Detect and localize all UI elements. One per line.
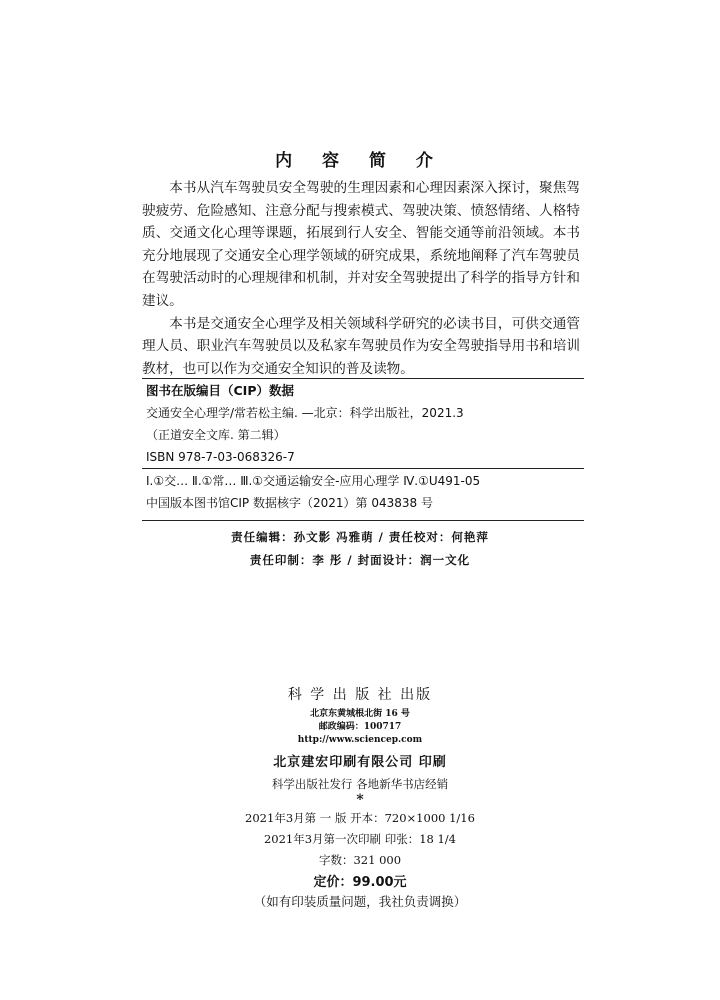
summary-paragraph-2: 本书是交通安全心理学及相关领域科学研究的必读书目，可供交通管理人员、职业汽车驾驶员以及私家车驾驶员作为安全驾驶指导用书和培训教材，也可以作为交通安全知识的普及读物。 [142,315,580,377]
cip-heading: 图书在版编目（CIP）数据 [146,383,294,398]
cip-mid-divider [142,468,584,469]
printer-name: 北京建宏印刷有限公司 印刷 [273,755,447,770]
word-count: 字数：321 000 [318,853,402,867]
quality-notice: （如有印装质量问题，我社负责调换） [253,894,467,909]
cip-top-divider [142,378,584,379]
cip-series-line: （正道安全文库. 第二辑） [146,428,286,442]
credits-line-1: 责任编辑：孙文影 冯雅萌 / 责任校对：何艳萍 [231,530,489,544]
credits-line-2: 责任印制：李 彤 / 封面设计：润一文化 [249,553,471,567]
cip-classification: Ⅰ.①交… Ⅱ.①常… Ⅲ.①交通运输安全-应用心理学 Ⅳ.①U491-05 [146,474,481,488]
page-title: 内 容 简 介 [275,151,445,171]
printing-line: 2021年3月第一次印刷 印张：18 1/4 [263,832,457,846]
price: 定价：99.00元 [313,875,407,890]
separator-star: * [356,792,364,808]
publication-info [0,684,720,910]
cip-record-number: 中国版本图书馆CIP 数据核字（2021）第 043838 号 [146,496,433,510]
cip-title-line: 交通安全心理学/常若松主编. —北京：科学出版社，2021.3 [146,406,464,420]
edition-line: 2021年3月第 一 版 开本：720×1000 1/16 [245,811,475,825]
editorial-credits [0,526,720,572]
cip-classification-block [146,470,584,514]
publisher-postcode: 邮政编码：100717 [318,722,402,732]
publisher-address: 北京东黄城根北街 16 号 [310,709,410,719]
publisher-name: 科 学 出 版 社 出版 [287,687,433,703]
summary-paragraph-1: 本书从汽车驾驶员安全驾驶的生理因素和心理因素深入探讨，聚焦驾驶疲劳、危险感知、注意分配与搜索模式、驾驶决策、愤怒情绪、人格特质、交通文化心理等课题，拓展到行人安全、智能交通等前沿领域。本书充分地展现了交通安全心理学领域的研究成果，系统地阐释了汽车驾驶员在驾驶活动时的心理规律和机制，并对安全驾驶提出了科学的指导方针和建议。 [142,180,580,309]
cip-isbn: ISBN 978-7-03-068326-7 [146,450,295,464]
distribution-line: 科学出版社发行 各地新华书店经销 [271,777,449,791]
publisher-website: http://www.sciencep.com [297,735,423,745]
cip-data-block [146,380,584,468]
cip-bottom-divider [142,520,584,521]
book-summary [142,177,580,380]
